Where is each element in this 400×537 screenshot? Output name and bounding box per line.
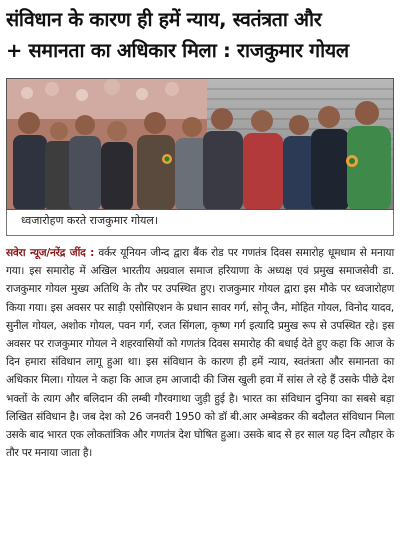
headline-line-2: + समानता का अधिकार मिला : राजकुमार गोयल: [6, 39, 349, 62]
flag-hoisting-photo: [7, 79, 394, 210]
article-byline: सवेरा न्यूज/नरेंद्र जींद :: [6, 247, 95, 259]
headline: [6, 4, 394, 66]
article-text: वर्कर यूनियन जीन्द द्वारा बैंक रोड पर गणतंत्र दिवस समारोह धूमधाम से मनाया गया। इस समारोह में अखिल भारतीय अग्रवाल समाज हरियाणा के अध्यक्ष एवं प्रमुख समाजसेवी डा. राजकुमार गोयल मुख्य अतिथि के तौर पर उपस्थित हुए। राजकुमार गोयल द्वारा इस मौके पर ध्वजारोहण किया गया। इस अवसर पर साड़ी एसोसिएशन के प्रधान सावर गर्ग, सोनू जैन, मोहित गोयल, विनोद यादव, सुनील गोयल, अशोक गोयल, पवन गर्ग, रजत सिंगला, कृष्ण गर्ग इत्यादि प्रमुख रूप से उपस्थित रहे। इस अवसर पर राजकुमार गोयल ने शहरवासियों को गणतंत्र दिवस समारोह की बधाई देते हुए कहा कि आज के दिन हमारा संविधान लागू हुआ था। इस संविधान के कारण ही हमें न्याय, स्वतंत्रता और समानता का अधिकार मिला। गोयल ने कहा कि आज हम आजादी की जिस खुली हवा में सांस ले रहे हैं उसके पीछे देश भक्तों के त्याग और बलिदान की लम्बी गौरवगाथा जुड़ी हुई है। भारत का संविधान दुनिया का सबसे बड़ा लिखित संविधान है। जब देश को 26 जनवरी 1950 को डॉ बी.आर अम्बेडकर की बदौलत संविधान मिला उसके बाद भारत एक लोकतांत्रिक और गणतंत्र देश घोषित हुआ। उसके बाद से हर साल यह दिन त्यौहार के तौर पर मनाया जाता है।: [6, 247, 395, 460]
article-body: [6, 244, 394, 462]
news-photo: [6, 78, 394, 210]
headline-line-1: संविधान के कारण ही हमें न्याय, स्वतंत्रता और: [6, 8, 322, 31]
photo-caption: ध्वजारोहण करते राजकुमार गोयल।: [6, 210, 394, 236]
